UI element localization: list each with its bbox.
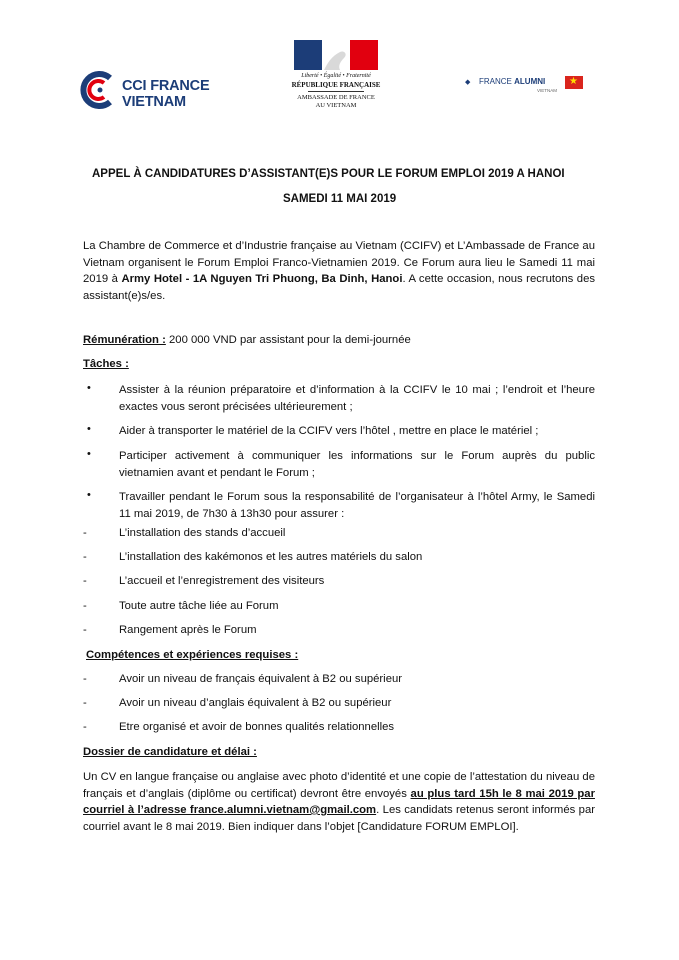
cci-logo-line1: CCI FRANCE xyxy=(122,78,210,94)
diamond-icon: ◆ xyxy=(465,79,471,86)
document-date: SAMEDI 11 MAI 2019 xyxy=(283,193,397,205)
ambassade-line2: AU VIETNAM xyxy=(315,102,357,109)
republique-motto: Liberté • Égalité • Fraternité xyxy=(301,73,371,79)
deadline-and-email: au plus tard 15h le 8 mai 2019 par courriel à l’adresse france.alumni.vietnam@gmail.com xyxy=(83,787,595,816)
cci-france-vietnam-logo xyxy=(80,70,220,112)
task-item: Assister à la réunion préparatoire et d’information à la CCIFV le 10 mai ; l’endroit et l’heure exactes vous seront précisées ultérieurement ; xyxy=(119,384,595,413)
france-alumni-logo xyxy=(465,74,585,94)
intro-paragraph: La Chambre de Commerce et d’Industrie française au Vietnam (CCIFV) et L’Ambassade de France au Vietnam organisent le Forum Emploi Franco-Vietnamien 2019. Ce Forum aura lieu le Samedi 11 mai 2019 à Army Hotel - 1A Nguyen Tri Phuong, Ba Dinh, Hanoi. A cette occasion, nous recrutons des assistant(e)s/es. xyxy=(83,240,595,302)
subtask-item: L’installation des stands d’accueil xyxy=(119,527,286,539)
dash: - xyxy=(83,624,87,636)
remuneration-line: Rémunération : 200 000 VND par assistant pour la demi-journée xyxy=(83,334,411,346)
skill-item: Etre organisé et avoir de bonnes qualités relationnelles xyxy=(119,721,395,733)
subtask-item: Rangement après le Forum xyxy=(119,624,257,636)
bullet: • xyxy=(87,423,91,435)
logo-divider xyxy=(308,91,364,92)
remuneration-label: Rémunération : xyxy=(83,334,166,346)
dash: - xyxy=(83,697,87,709)
skill-item: Avoir un niveau de français équivalent à B2 ou supérieur xyxy=(119,673,403,685)
republique-name: RÉPUBLIQUE FRANÇAISE xyxy=(291,81,381,89)
application-heading: Dossier de candidature et délai : xyxy=(83,746,257,758)
subtask-item: L’accueil et l’enregistrement des visiteurs xyxy=(119,575,325,587)
france-alumni-title: FRANCE ALUMNI xyxy=(479,77,546,86)
dash: - xyxy=(83,721,87,733)
task-item: Aider à transporter le matériel de la CCIFV vers l’hôtel , mettre en place le matériel ; xyxy=(119,425,539,437)
france-alumni-sub: VIETNAM xyxy=(537,88,558,93)
document-title: APPEL À CANDIDATURES D’ASSISTANT(E)S POUR LE FORUM EMPLOI 2019 A HANOI xyxy=(92,168,565,180)
skills-heading: Compétences et expériences requises : xyxy=(86,649,299,661)
dash: - xyxy=(83,575,87,587)
subtask-item: L’installation des kakémonos et les autres matériels du salon xyxy=(119,551,423,563)
marianne-flag-icon xyxy=(294,40,378,70)
task-item: Participer activement à communiquer les informations sur le Forum auprès du public vietnamien avant et pendant le Forum ; xyxy=(119,450,595,479)
dash: - xyxy=(83,673,87,685)
ambassade-line1: AMBASSADE DE FRANCE xyxy=(297,94,375,101)
subtask-item: Toute autre tâche liée au Forum xyxy=(119,600,279,612)
skill-item: Avoir un niveau d’anglais équivalent à B2 ou supérieur xyxy=(119,697,392,709)
bullet: • xyxy=(87,382,91,394)
ambassade-de-france-logo xyxy=(286,40,386,120)
dash: - xyxy=(83,551,87,563)
venue: Army Hotel - 1A Nguyen Tri Phuong, Ba Dinh, Hanoi xyxy=(121,273,403,285)
bullet: • xyxy=(87,448,91,460)
cci-logo-line2: VIETNAM xyxy=(122,94,186,110)
application-paragraph: Un CV en langue française ou anglaise avec photo d’identité et une copie de l’attestation du niveau de français et d’anglais (diplôme ou certificat) devront être envoyés au plus tard 15h le 8 mai 2019 par courriel à l’adresse france.alumni.vietnam@gmail.com. Les candidats retenus seront informés par courriel avant le 8 mai 2019. Bien indiquer dans l’objet [Candidature FORUM EMPLOI]. xyxy=(83,771,595,833)
dash: - xyxy=(83,527,87,539)
tasks-heading: Tâches : xyxy=(83,358,129,370)
cci-swirl-icon xyxy=(80,70,118,110)
dash: - xyxy=(83,600,87,612)
task-item: Travailler pendant le Forum sous la responsabilité de l’organisateur à l’hôtel Army, le Samedi 11 mai 2019, de 7h30 à 13h30 pour assurer : xyxy=(119,491,595,520)
star-icon: ★ xyxy=(569,76,578,87)
bullet: • xyxy=(87,489,91,501)
